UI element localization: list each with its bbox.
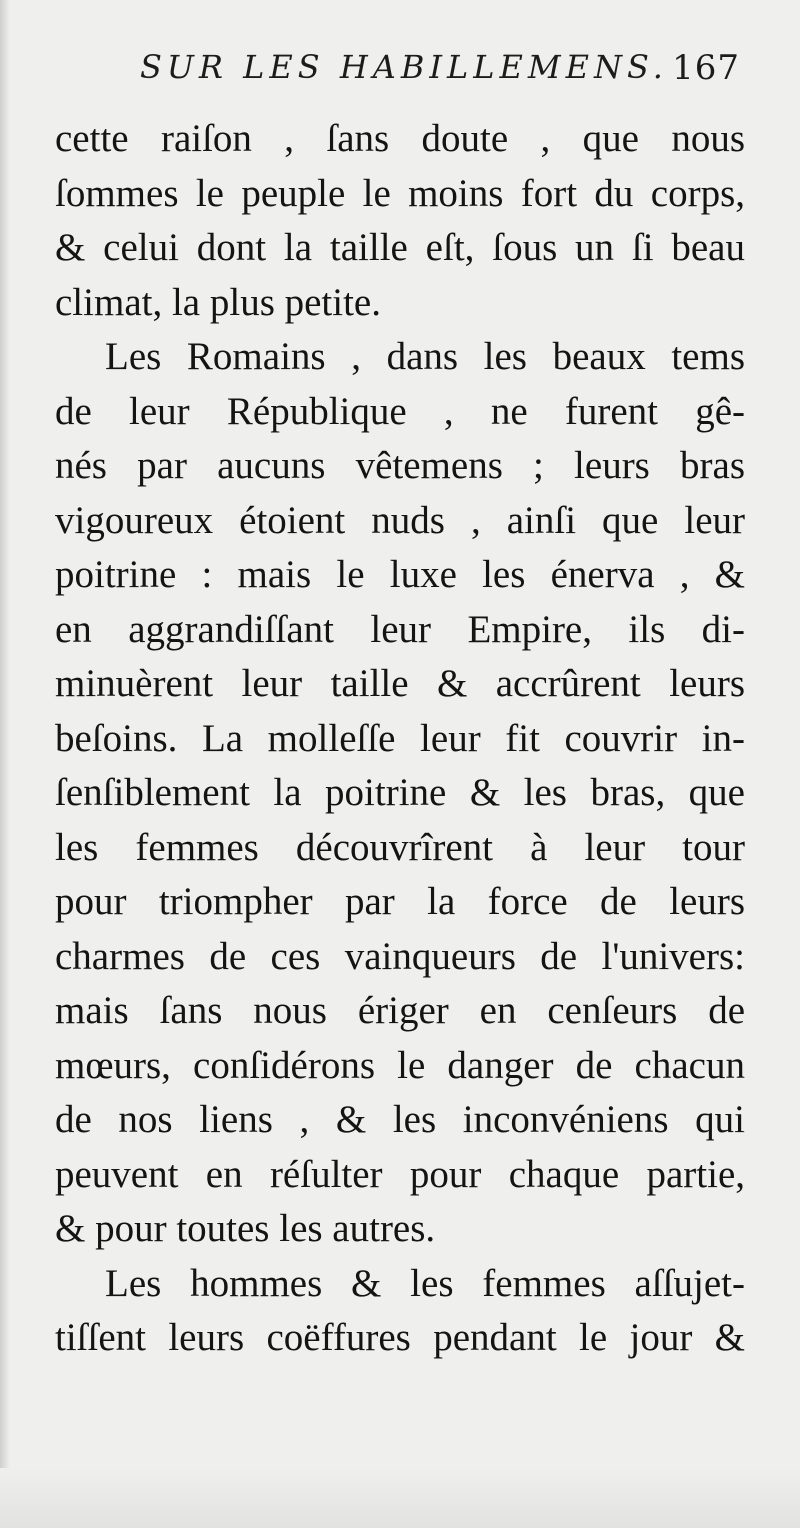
running-title: SUR LES HABILLEMENS. bbox=[140, 48, 668, 86]
text-line: minuèrent leur taille & accrûrent leurs bbox=[55, 662, 745, 705]
text-line: & celui dont la taille eſt, ſous un ſi beau bbox=[55, 226, 745, 269]
text-line: pour triompher par la force de leurs bbox=[55, 880, 745, 923]
text-line: tiſſent leurs coëffures pendant le jour & bbox=[55, 1316, 745, 1359]
text-line: les femmes découvrîrent à leur tour bbox=[55, 825, 745, 869]
text-line: mais ſans nous ériger en cenſeurs de bbox=[55, 989, 745, 1032]
text-line: poitrine : mais le luxe les énerva , & bbox=[55, 553, 745, 596]
text-line: ſenſiblement la poitrine & les bras, que bbox=[55, 771, 745, 814]
paragraph-start-line: Les Romains , dans les beaux tems bbox=[105, 335, 745, 378]
text-line: de nos liens , & les inconvéniens qui bbox=[55, 1098, 745, 1141]
text-line: cette raiſon , ſans doute , que nous bbox=[55, 117, 745, 160]
running-head bbox=[140, 48, 740, 98]
text-line: de leur République , ne furent gê- bbox=[55, 389, 745, 433]
text-line: climat, la plus petite. bbox=[55, 280, 381, 324]
text-line: charmes de ces vainqueurs de l'univers: bbox=[55, 934, 745, 978]
text-line: mœurs, conſidérons le danger de chacun bbox=[55, 1043, 745, 1087]
page-number: 167 bbox=[672, 48, 740, 88]
body-text bbox=[55, 112, 745, 1366]
text-line: & pour toutes les autres. bbox=[55, 1207, 436, 1250]
text-line: vigoureux étoient nuds , ainſi que leur bbox=[55, 498, 745, 542]
text-line: peuvent en réſulter pour chaque partie, bbox=[55, 1152, 745, 1196]
text-line: nés par aucuns vêtemens ; leurs bras bbox=[55, 444, 745, 487]
text-line: en aggrandiſſant leur Empire, ils di- bbox=[55, 607, 745, 651]
text-line: beſoins. La molleſſe leur fit couvrir in- bbox=[55, 716, 745, 760]
page-edge-shadow bbox=[0, 0, 10, 1528]
paragraph-start-line: Les hommes & les femmes aſſujet- bbox=[105, 1261, 745, 1305]
text-line: ſommes le peuple le moins fort du corps, bbox=[55, 171, 745, 215]
page-bottom-shade bbox=[0, 1468, 800, 1528]
